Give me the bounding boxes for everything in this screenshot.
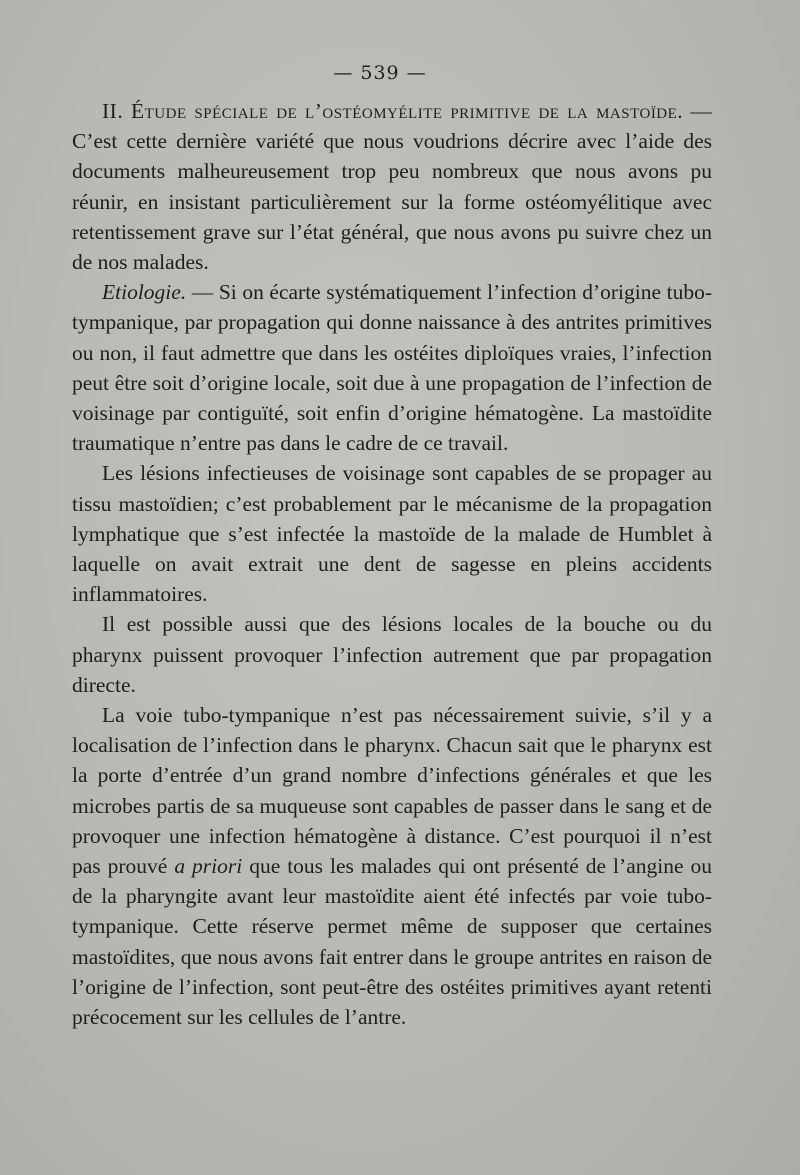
etiologie-label: Etiologie. bbox=[102, 280, 187, 305]
paragraph-bouche-pharynx: Il est possible aussi que des lésions locales de la bouche ou du pharynx puissent provoquer l’infection autrement que par propagation directe. bbox=[72, 612, 712, 697]
p3-text-end: que tous les malades qui ont présenté de l’angine ou de la pharyngite avant leur mastoïdite aient été infectés par voie tubo-tympanique. Cette réserve permet même de supposer que certaines mastoïdites, que nous avons fait entrer dans le groupe antrites en raison de l’origine de l’infection, sont peut-être des ostéites primitives ayant retenti précocement sur les cellules de l’antre. bbox=[72, 854, 712, 1030]
etiologie-paragraph bbox=[72, 277, 712, 458]
paragraph-voisinage: Les lésions infectieuses de voisinage sont capables de se propager au tissu mastoïdien; c’est probablement par le mécanisme de la propagation lymphatique que s’est infectée la mastoïde de la malade de Humblet à laquelle on avait extrait une dent de sagesse en pleins accidents inflammatoires. bbox=[72, 461, 712, 607]
section-paragraph bbox=[72, 96, 712, 277]
paragraph-voie-tubo-tympanique bbox=[72, 700, 712, 1032]
page-number: — 539 — bbox=[333, 62, 427, 84]
etiologie-text: — Si on écarte systématiquement l’infection d’origine tubo-tympanique, par propagation qui donne naissance à des antrites primitives ou non, il faut admettre que dans les ostéites diploïques vraies, l’infection peut être soit d’origine locale, soit due à une propagation de l’infection de voisinage par contiguïté, soit enfin d’origine hématogène. La mastoïdite traumatique n’entre pas dans le cadre de ce travail. bbox=[72, 280, 712, 456]
body-text bbox=[72, 96, 712, 1032]
section-heading: II. Étude spéciale de l’ostéomyélite primitive de la mastoïde. bbox=[102, 99, 684, 123]
p3-italic: a priori bbox=[174, 854, 243, 879]
p3-text-start: La voie tubo-tympanique n’est pas nécessairement suivie, s’il y a localisation de l’infection dans le pharynx. Chacun sait que le pharynx est la porte d’entrée d’un grand nombre d’infections générales et que les microbes partis de sa muqueuse sont capables de passer dans le sang et de provoquer une infection hématogène à distance. C’est pourquoi il n’est pas prouvé bbox=[72, 703, 712, 879]
section-intro: — C’est cette dernière variété que nous voudrions décrire avec l’aide des documents malheureusement trop peu nombreux que nous avons pu réunir, en insistant particulièrement sur la forme ostéomyélitique avec retentissement grave sur l’état général, que nous avons pu suivre chez un de nos malades. bbox=[72, 99, 712, 275]
